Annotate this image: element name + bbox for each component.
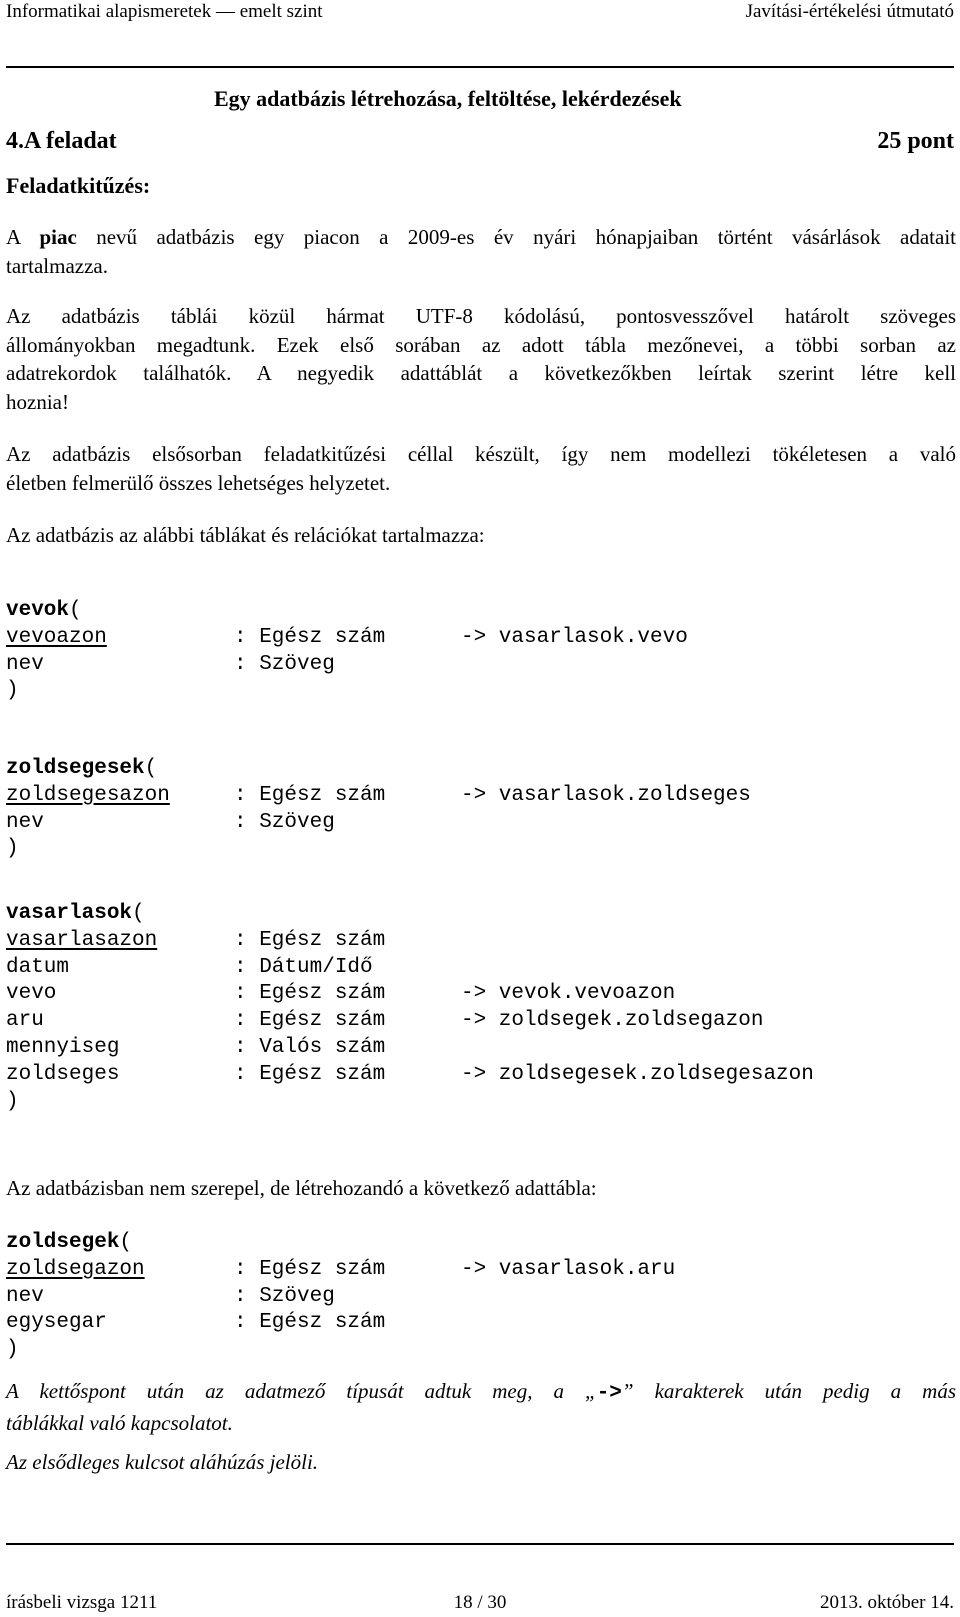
field-name: datum: [6, 955, 70, 979]
arrow-symbol: ->: [596, 1382, 622, 1405]
field-type: : Egész szám: [234, 783, 386, 807]
task-subheading: Feladatkitűzés:: [6, 173, 151, 198]
header-right: Javítási-értékelési útmutató: [745, 1, 954, 22]
missing-table-note: Az adatbázisban nem szerepel, de létrehozandó a következő adattábla:: [6, 1176, 597, 1200]
field-name: vasarlasazon: [6, 928, 158, 952]
section-title: Egy adatbázis létrehozása, feltöltése, lekérdezések: [214, 86, 682, 111]
field-relation: -> zoldsegesek.zoldsegesazon: [461, 1062, 814, 1086]
field-name: nev: [6, 810, 44, 834]
field-type: : Szöveg: [234, 810, 335, 834]
field-relation: -> zoldsegek.zoldsegazon: [461, 1009, 764, 1033]
field-type: : Szöveg: [234, 652, 335, 676]
field-name: nev: [6, 1284, 44, 1308]
field-name: zoldsegesazon: [6, 783, 170, 807]
intro-p3-line: életben felmerülő összes lehetséges helyzetet.: [6, 470, 391, 495]
task-points: 25 pont: [877, 128, 954, 154]
table-name: vasarlasok: [6, 902, 133, 925]
table-name: zoldsegek: [6, 1231, 120, 1254]
field-type: : Valós szám: [234, 1035, 386, 1059]
field-type: : Szöveg: [234, 1284, 335, 1308]
intro-p2-line: adatrekordok találhatók. A negyedik adattáblát a következőkben leírtak szerint létre kell: [6, 361, 956, 385]
notes-paragraph-1: [6, 1377, 956, 1437]
notes-paragraph-2: Az elsődleges kulcsot aláhúzás jelöli.: [6, 1450, 319, 1474]
intro-p2-line: állományokban megadtunk. Ezek első sorában az adott tábla mezőnevei, a többi sorban az: [6, 332, 956, 357]
field-type: : Egész szám: [234, 1311, 386, 1335]
footer-page-number: 18 / 30: [453, 1592, 507, 1613]
intro-p1-line-1: A piac nevű adatbázis egy piacon a 2009-es év nyári hónapjaiban történt vásárlások adatait: [6, 225, 956, 249]
field-type: : Egész szám: [234, 928, 386, 952]
field-relation: -> vasarlasok.aru: [461, 1257, 676, 1281]
intro-p1-line-2: tartalmazza.: [6, 253, 109, 278]
field-name: egysegar: [6, 1311, 107, 1335]
field-relation: -> vevok.vevoazon: [461, 982, 676, 1006]
field-name: vevo: [6, 982, 57, 1006]
field-name: nev: [6, 652, 44, 676]
notes-line-1: A kettőspont után az adatmező típusát adtuk meg, a „->” karakterek után pedig a más: [6, 1379, 957, 1405]
field-name: mennyiseg: [6, 1035, 120, 1059]
intro-p3-line: Az adatbázis elsősorban feladatkitűzési céllal készült, így nem modellezi tökéletesen a való: [6, 442, 956, 466]
task-name: 4.A feladat: [6, 128, 117, 154]
field-type: : Dátum/Idő: [234, 955, 373, 979]
field-type: : Egész szám: [234, 1257, 386, 1281]
header-rule: [6, 66, 954, 68]
field-name: zoldsegazon: [6, 1257, 145, 1281]
field-name: aru: [6, 1009, 44, 1033]
intro-paragraph-3: [6, 440, 956, 497]
intro-p2-line: hoznia!: [6, 389, 69, 414]
field-relation: -> vasarlasok.zoldseges: [461, 783, 751, 807]
field-name: vevoazon: [6, 625, 107, 649]
field-type: : Egész szám: [234, 625, 386, 649]
table-name: zoldsegesek: [6, 757, 145, 780]
field-type: : Egész szám: [234, 1062, 386, 1086]
intro-paragraph-2: [6, 302, 956, 416]
field-relation: -> vasarlasok.vevo: [461, 625, 688, 649]
footer-rule: [6, 1543, 954, 1545]
field-type: : Egész szám: [234, 1009, 386, 1033]
table-name: vevok: [6, 599, 70, 622]
header-left: Informatikai alapismeretek — emelt szint: [6, 1, 323, 22]
footer-right: 2013. október 14.: [819, 1592, 954, 1613]
field-name: zoldseges: [6, 1062, 120, 1086]
notes-line-2: táblákkal való kapcsolatot.: [6, 1410, 233, 1435]
database-name: piac: [39, 225, 77, 249]
intro-paragraph-1: [6, 223, 956, 280]
intro-paragraph-4: Az adatbázis az alábbi táblákat és relációkat tartalmazza:: [6, 523, 485, 547]
intro-p2-line: Az adatbázis táblái közül hármat UTF-8 kódolású, pontosvesszővel határolt szöveges: [6, 304, 956, 328]
footer-left: írásbeli vizsga 1211: [6, 1592, 158, 1613]
field-type: : Egész szám: [234, 982, 386, 1006]
